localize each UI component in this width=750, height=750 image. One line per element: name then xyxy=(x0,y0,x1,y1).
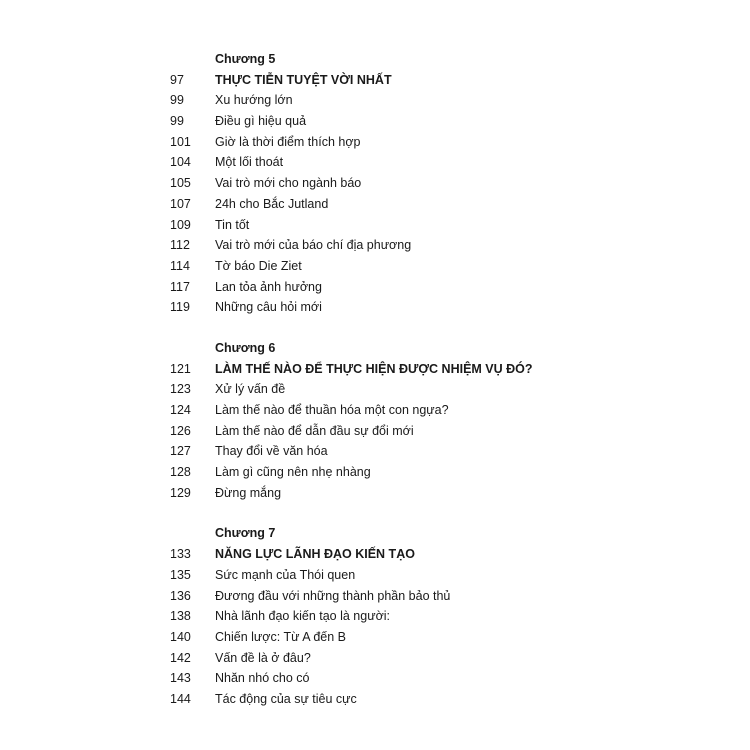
toc-page-number: 121 xyxy=(170,361,191,376)
chapter-section xyxy=(0,338,750,504)
toc-entry xyxy=(0,152,750,173)
toc-entry-title: Nhăn nhó cho có xyxy=(215,671,310,686)
toc-entry xyxy=(0,689,750,710)
toc-page-number: 127 xyxy=(170,444,191,459)
toc-entry-title: Nhà lãnh đạo kiến tạo là người: xyxy=(215,609,391,624)
toc-entry-title: Tờ báo Die Ziet xyxy=(215,258,302,273)
toc-entry-title: Vấn đề là ở đâu? xyxy=(215,650,311,665)
chapter-heading-row xyxy=(0,338,750,359)
toc-entry xyxy=(0,256,750,277)
toc-entry xyxy=(0,215,750,236)
chapter-title: THỰC TIỄN TUYỆT VỜI NHẤT xyxy=(215,72,392,87)
toc-entry-title: Sức mạnh của Thói quen xyxy=(215,567,356,582)
toc-entry xyxy=(0,668,750,689)
toc-entry-title: Giờ là thời điểm thích hợp xyxy=(215,134,361,149)
table-of-contents xyxy=(0,49,750,730)
toc-entry xyxy=(0,606,750,627)
chapter-label: Chương 7 xyxy=(215,526,276,541)
chapter-heading-row xyxy=(0,523,750,544)
toc-entry xyxy=(0,462,750,483)
toc-entry xyxy=(0,400,750,421)
toc-entry-title: 24h cho Bắc Jutland xyxy=(215,196,329,211)
toc-page-number: 123 xyxy=(170,382,191,397)
toc-entry-title: Xu hướng lớn xyxy=(215,93,293,108)
toc-page-number: 128 xyxy=(170,465,191,480)
toc-entry xyxy=(0,111,750,132)
toc-page-number: 129 xyxy=(170,485,191,500)
toc-entry-title: Xử lý vấn đề xyxy=(215,382,286,397)
toc-entry xyxy=(0,627,750,648)
toc-entry-title: Tin tốt xyxy=(215,217,250,232)
toc-page-number: 114 xyxy=(170,258,190,273)
toc-entry xyxy=(0,441,750,462)
toc-entry xyxy=(0,235,750,256)
toc-entry-title: Những câu hỏi mới xyxy=(215,300,322,315)
toc-entry xyxy=(0,379,750,400)
toc-entry-title: Tác động của sự tiêu cực xyxy=(215,691,357,706)
toc-entry xyxy=(0,565,750,586)
toc-page-number: 97 xyxy=(170,72,184,87)
toc-page-number: 135 xyxy=(170,567,191,582)
toc-page-number: 144 xyxy=(170,691,191,706)
toc-entry xyxy=(0,359,750,380)
toc-page-number: 107 xyxy=(170,196,191,211)
toc-page-number: 99 xyxy=(170,93,184,108)
toc-page-number: 104 xyxy=(170,155,191,170)
toc-entry xyxy=(0,194,750,215)
toc-entry-title: Vai trò mới cho ngành báo xyxy=(215,176,362,191)
toc-page-number: 119 xyxy=(170,300,190,315)
toc-entry xyxy=(0,421,750,442)
chapter-label: Chương 5 xyxy=(215,52,276,66)
chapter-title: NĂNG LỰC LÃNH ĐẠO KIẾN TẠO xyxy=(215,547,415,562)
toc-entry xyxy=(0,173,750,194)
toc-page-number: 112 xyxy=(170,238,190,253)
toc-entry-title: Chiến lược: Từ A đến B xyxy=(215,629,347,644)
toc-page-number: 138 xyxy=(170,609,191,624)
toc-page-number: 99 xyxy=(170,114,184,129)
toc-entry-title: Làm thế nào để dẫn đầu sự đổi mới xyxy=(215,423,414,438)
toc-entry xyxy=(0,648,750,669)
toc-page-number: 109 xyxy=(170,217,191,232)
toc-entry-title: Lan tỏa ảnh hưởng xyxy=(215,279,322,294)
toc-entry-title: Một lối thoát xyxy=(215,155,284,170)
toc-page-number: 117 xyxy=(170,279,190,294)
toc-entry xyxy=(0,277,750,298)
toc-entry-title: Đương đầu với những thành phần bảo thủ xyxy=(215,588,451,603)
toc-entry xyxy=(0,70,750,91)
toc-entry xyxy=(0,132,750,153)
toc-page-number: 143 xyxy=(170,671,191,686)
toc-page-number: 126 xyxy=(170,423,191,438)
toc-page-number: 140 xyxy=(170,629,191,644)
toc-entry-title: Thay đổi về văn hóa xyxy=(215,444,328,459)
chapter-section xyxy=(0,49,750,318)
toc-page-number: 142 xyxy=(170,650,191,665)
chapter-title: LÀM THẾ NÀO ĐỂ THỰC HIỆN ĐƯỢC NHIỆM VỤ ĐÓ? xyxy=(215,361,533,376)
toc-page-number: 124 xyxy=(170,403,191,417)
toc-page-number: 133 xyxy=(170,547,191,562)
toc-page-number: 105 xyxy=(170,176,191,191)
toc-entry xyxy=(0,586,750,607)
toc-page-number: 101 xyxy=(170,134,191,149)
toc-page-number: 136 xyxy=(170,588,191,603)
chapter-section xyxy=(0,523,750,709)
chapter-label: Chương 6 xyxy=(215,340,276,355)
toc-entry xyxy=(0,297,750,318)
toc-entry xyxy=(0,544,750,565)
toc-entry-title: Vai trò mới của báo chí địa phương xyxy=(215,238,412,253)
toc-entry-title: Làm thế nào để thuần hóa một con ngựa? xyxy=(215,403,449,417)
toc-entry-title: Đừng mắng xyxy=(215,485,282,500)
toc-entry xyxy=(0,90,750,111)
chapter-heading-row xyxy=(0,49,750,70)
toc-entry-title: Làm gì cũng nên nhẹ nhàng xyxy=(215,465,371,480)
toc-entry-title: Điều gì hiệu quả xyxy=(215,114,307,129)
toc-entry xyxy=(0,483,750,504)
